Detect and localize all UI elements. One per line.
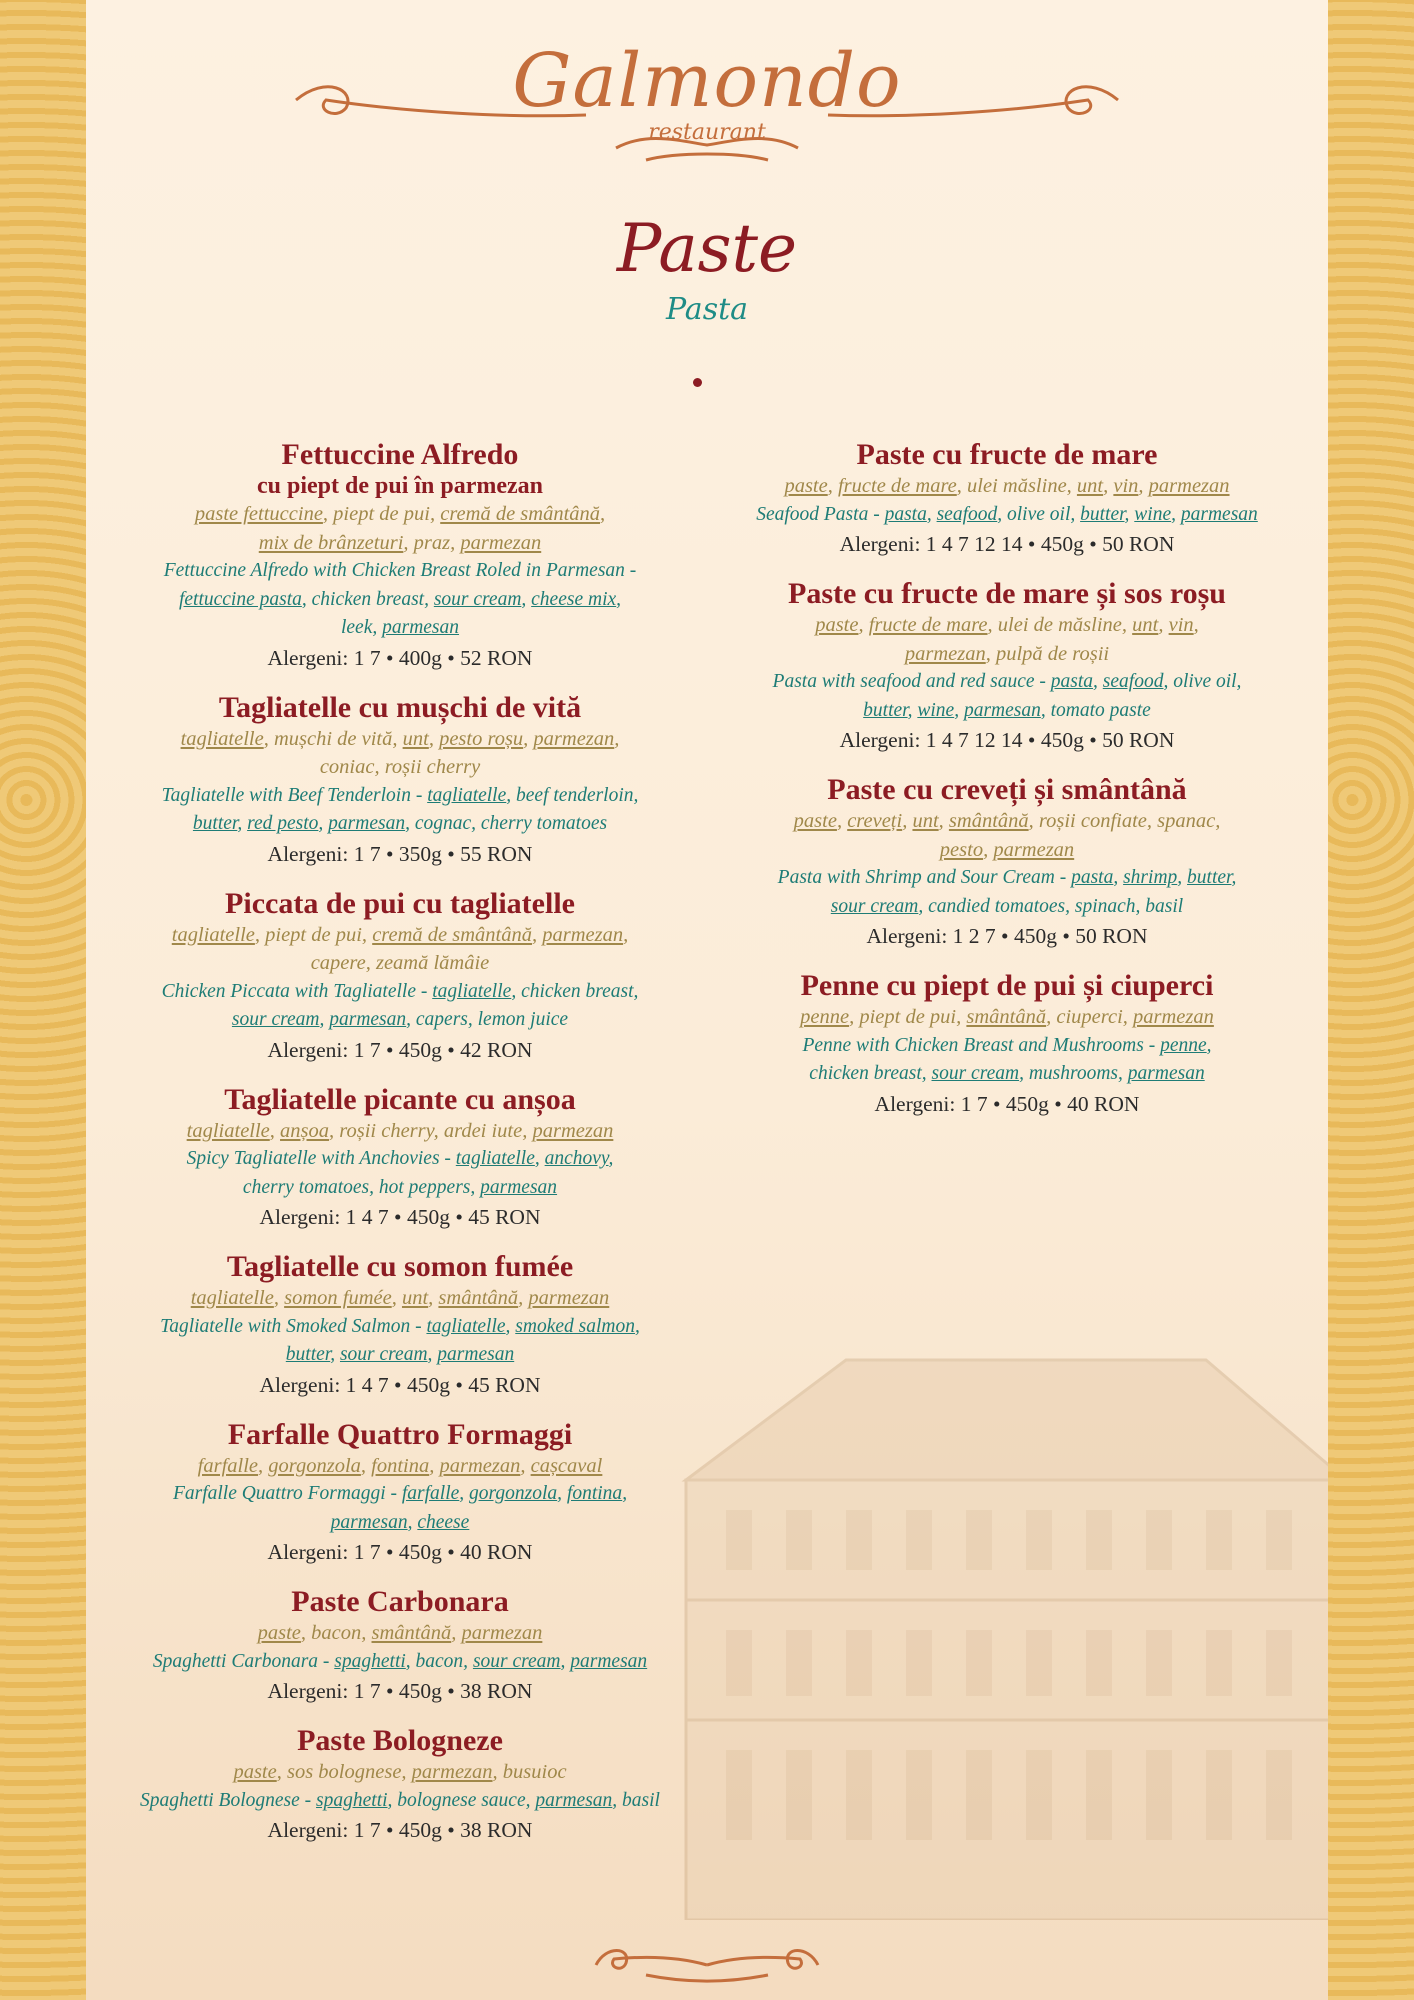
ingredient-underlined: parmezan xyxy=(542,923,624,946)
menu-item-allergens-price: Alergeni: 1 4 7 12 14 • 450g • 50 RON xyxy=(839,532,1175,556)
ingredient-text: , xyxy=(531,923,543,946)
menu-item xyxy=(110,1585,690,1706)
ingredient-underlined: sour cream xyxy=(339,1344,428,1365)
ingredient-text: , xyxy=(428,727,440,750)
menu-item xyxy=(110,887,690,1065)
ingredients-en-line xyxy=(110,1648,690,1677)
ingredient-text: chicken breast, xyxy=(809,1063,932,1084)
ingredient-underlined: unt xyxy=(1132,614,1159,636)
ingredient-underlined: fontina xyxy=(371,1454,430,1477)
ingredient-underlined: parmesan xyxy=(963,699,1041,721)
ingredient-underlined: penne xyxy=(1160,1034,1207,1056)
ingredient-text: , xyxy=(926,503,937,525)
ingredient-underlined: smântână xyxy=(966,1006,1047,1028)
ingredient-text: , xyxy=(557,1483,567,1504)
ingredient-underlined: parmezan xyxy=(439,1454,521,1477)
ingredient-underlined: butter xyxy=(285,1344,331,1365)
ingredient-text: Tagliatelle with Smoked Salmon - xyxy=(160,1315,427,1337)
menu-item-name: Paste Bologneze xyxy=(297,1724,503,1757)
menu-item xyxy=(110,1418,690,1568)
ingredient-text: , xyxy=(269,1119,281,1142)
ingredient-text: , xyxy=(428,1287,439,1309)
ingredient-text: , basil xyxy=(612,1789,660,1811)
ingredient-underlined: parmezan xyxy=(533,727,615,750)
menu-item-allergens-price: Alergeni: 1 2 7 • 450g • 50 RON xyxy=(866,924,1148,948)
ingredient-underlined: penne xyxy=(800,1006,850,1028)
ingredients-ro-line xyxy=(110,1452,690,1481)
ingredients-en-line xyxy=(110,1509,690,1538)
right-decorative-border xyxy=(1326,0,1414,2000)
ingredient-underlined: fettuccine pasta xyxy=(178,588,302,610)
ingredient-underlined: tagliatelle xyxy=(171,923,255,946)
ingredient-underlined: parmesan xyxy=(570,1650,648,1672)
menu-column-left xyxy=(110,438,690,1863)
ingredient-underlined: parmesan xyxy=(437,1344,515,1365)
ingredient-underlined: unt xyxy=(402,727,429,750)
ingredient-underlined: butter xyxy=(192,813,238,834)
ingredient-text: , xyxy=(360,1454,372,1477)
menu-item xyxy=(110,1083,690,1233)
ingredients-en-line xyxy=(110,782,690,811)
logo-subtitle: restaurant xyxy=(648,120,766,145)
ingredient-underlined: seafood xyxy=(1102,671,1164,692)
ingredient-underlined: parmezan xyxy=(528,1287,610,1309)
ingredient-underlined: sour cream xyxy=(433,588,522,610)
ingredient-underlined: paste xyxy=(793,810,837,832)
menu-item-name: Tagliatelle cu somon fumée xyxy=(226,1250,574,1283)
ingredient-underlined: paste xyxy=(815,614,859,636)
ingredient-underlined: parmezan xyxy=(904,642,986,665)
menu-item-allergens-price: Alergeni: 1 7 • 450g • 40 RON xyxy=(267,1540,533,1564)
ingredient-underlined: gorgonzola xyxy=(268,1454,361,1477)
menu-item-name: Paste cu creveți și smântână xyxy=(827,773,1187,806)
ingredient-underlined: smântână xyxy=(948,810,1029,832)
ingredient-underlined: parmesan xyxy=(328,813,406,834)
ingredient-text: , xyxy=(600,503,606,525)
ingredient-text: , ciuperci, xyxy=(1046,1006,1134,1028)
ingredient-text: , xyxy=(560,1650,571,1672)
ingredient-underlined: parmesan xyxy=(480,1176,558,1198)
ingredient-underlined: sour cream xyxy=(231,1009,320,1030)
ingredient-underlined: cremă de smântână xyxy=(372,923,532,946)
ingredients-ro-line xyxy=(110,500,690,529)
ingredient-underlined: mix de brânzeturi xyxy=(258,531,404,554)
ingredient-underlined: parmezan xyxy=(993,838,1075,861)
ingredient-text: , olive oil, xyxy=(997,503,1081,525)
menu-item-allergens-price: Alergeni: 1 4 7 • 450g • 45 RON xyxy=(259,1372,541,1397)
ingredient-underlined: butter xyxy=(863,699,908,721)
ingredient-text: , candied tomatoes, spinach, basil xyxy=(918,895,1184,917)
menu-item-name: Penne cu piept de pui și ciuperci xyxy=(800,969,1214,1002)
menu-item-allergens-price: Alergeni: 1 4 7 • 450g • 45 RON xyxy=(259,1205,541,1229)
ingredient-text: , xyxy=(622,1483,628,1504)
ingredient-text: Farfalle Quattro Formaggi - xyxy=(172,1483,402,1504)
menu-item-allergens-price: Alergeni: 1 7 • 350g • 55 RON xyxy=(267,841,533,866)
restaurant-logo xyxy=(86,20,1328,170)
ingredient-underlined: smoked salmon xyxy=(515,1315,635,1337)
ingredient-text: cherry tomatoes, hot peppers, xyxy=(242,1176,481,1198)
ingredient-underlined: fructe de mare xyxy=(868,614,988,636)
menu-column-right xyxy=(722,438,1292,1137)
ingredient-underlined: butter xyxy=(1187,867,1232,888)
ingredient-text: Tagliatelle with Beef Tenderloin - xyxy=(161,784,428,806)
ingredients-ro-line xyxy=(110,1619,690,1648)
divider-dot xyxy=(693,378,702,387)
ingredient-text: , xyxy=(634,1315,640,1337)
ingredient-text: , xyxy=(459,1483,470,1504)
ingredients-en-line xyxy=(110,586,690,615)
menu-item-name: Paste Carbonara xyxy=(291,1585,509,1618)
ingredients-en-line xyxy=(110,1145,690,1174)
ingredient-text: Chicken Piccata with Tagliatelle - xyxy=(161,980,433,1002)
ingredient-text: Spaghetti Carbonara - xyxy=(152,1650,335,1672)
ingredients-en-line xyxy=(110,1341,690,1370)
menu-item xyxy=(722,773,1292,951)
ingredients-en-line xyxy=(110,614,690,643)
ingredient-underlined: pasta xyxy=(1071,867,1114,888)
section-subtitle: Pasta xyxy=(665,292,749,327)
ingredients-en-line xyxy=(722,697,1292,726)
ingredient-text: , cognac, cherry tomatoes xyxy=(405,813,608,834)
ingredient-underlined: vin xyxy=(1168,614,1194,636)
ingredient-text: , xyxy=(520,1454,531,1477)
menu-page xyxy=(86,0,1328,2000)
ingredient-underlined: wine xyxy=(917,699,955,721)
ingredient-text: , bacon, xyxy=(405,1650,473,1672)
ingredient-underlined: sour cream xyxy=(830,895,919,917)
left-decorative-border xyxy=(0,0,88,2000)
ingredient-text: Fettuccine Alfredo with Chicken Breast Roled in Parmesan - xyxy=(163,560,637,581)
ingredient-text: , xyxy=(1124,503,1135,525)
ingredient-underlined: parmezan xyxy=(1133,1006,1214,1028)
ingredient-underlined: parmezan xyxy=(460,531,542,554)
ingredient-text: leek, xyxy=(340,617,383,638)
ingredient-underlined: parmesan xyxy=(382,617,460,638)
ingredient-text: , busuioc xyxy=(492,1761,567,1783)
menu-item-allergens-price: Alergeni: 1 7 • 450g • 38 RON xyxy=(267,1818,533,1842)
ingredient-text: , xyxy=(827,475,838,497)
ingredient-text: , chicken breast, xyxy=(511,980,639,1002)
ingredient-underlined: somon fumée xyxy=(284,1287,392,1309)
ingredient-underlined: parmesan xyxy=(1180,503,1258,525)
ingredients-en-line xyxy=(722,864,1292,893)
ingredient-text: Pasta with Shrimp and Sour Cream - xyxy=(777,867,1072,888)
ingredients-ro-line xyxy=(722,640,1292,669)
ingredient-text: , xyxy=(427,1344,438,1365)
ingredient-text: , xyxy=(521,588,532,610)
ingredients-ro-line xyxy=(110,949,690,978)
menu-item-name: Fettuccine Alfredo xyxy=(281,438,519,471)
ingredient-underlined: red pesto xyxy=(247,813,319,834)
ingredients-en-line xyxy=(110,810,690,839)
menu-item xyxy=(110,1724,690,1845)
ingredients-ro-line xyxy=(110,1117,690,1146)
ingredient-underlined: paste fettuccine xyxy=(194,503,323,525)
ingredient-text: , xyxy=(608,1148,614,1169)
ingredient-underlined: paste xyxy=(233,1761,277,1783)
ingredient-text: Spicy Tagliatelle with Anchovies - xyxy=(186,1148,456,1169)
ingredient-text: Seafood Pasta - xyxy=(756,503,885,525)
menu-item xyxy=(110,1250,690,1400)
ingredients-ro-line xyxy=(110,725,690,754)
ingredient-underlined: wine xyxy=(1134,503,1172,525)
logo-name: Galmondo xyxy=(512,38,902,124)
ingredient-underlined: parmezan xyxy=(411,1761,493,1783)
ingredient-text: , piept de pui, xyxy=(322,503,441,525)
ingredients-ro-line xyxy=(722,1003,1292,1032)
ingredient-text: , tomato paste xyxy=(1040,699,1151,721)
ingredients-en-line xyxy=(722,668,1292,697)
ingredient-underlined: tagliatelle xyxy=(426,1315,506,1337)
ingredient-text: , xyxy=(836,810,848,832)
ingredients-en-line xyxy=(110,1313,690,1342)
ingredient-underlined: seafood xyxy=(936,503,998,525)
ingredients-en-line xyxy=(110,1006,690,1035)
ingredient-text: , xyxy=(858,614,869,636)
ingredient-text: , xyxy=(954,699,964,721)
ingredient-underlined: tagliatelle xyxy=(427,784,507,806)
ingredient-underlined: parmezan xyxy=(1148,475,1230,497)
ingredient-text: , bolognese sauce, xyxy=(387,1789,536,1811)
ingredient-text: , olive oil, xyxy=(1163,671,1242,692)
ingredient-text: , mușchi de vită, xyxy=(263,727,403,750)
ingredient-underlined: tagliatelle xyxy=(190,1287,274,1309)
menu-item-name: Tagliatelle picante cu anșoa xyxy=(224,1082,576,1116)
ingredient-text: , xyxy=(1093,671,1103,692)
menu-item-allergens-price: Alergeni: 1 7 • 450g • 38 RON xyxy=(267,1679,533,1703)
menu-item-allergens-price: Alergeni: 1 7 • 450g • 42 RON xyxy=(267,1037,533,1062)
ingredient-text: , xyxy=(451,1622,462,1644)
ingredient-text: , mushrooms, xyxy=(1019,1063,1128,1084)
ingredient-underlined: cheese mix xyxy=(531,588,617,610)
ingredient-underlined: parmesan xyxy=(1127,1063,1205,1084)
ingredients-en-line xyxy=(722,1032,1292,1061)
ingredient-underlined: farfalle xyxy=(401,1483,460,1504)
menu-item-name: Farfalle Quattro Formaggi xyxy=(227,1417,573,1451)
ingredients-ro-line xyxy=(110,529,690,558)
menu-item xyxy=(110,438,690,673)
ingredient-underlined: sour cream xyxy=(472,1650,561,1672)
ingredient-underlined: unt xyxy=(401,1287,429,1309)
ingredient-underlined: unt xyxy=(1076,475,1104,497)
ingredient-text: , ulei măsline, xyxy=(956,475,1077,497)
ingredient-underlined: tagliatelle xyxy=(180,727,264,750)
ingredient-text: capere, zeamă lămâie xyxy=(310,952,490,974)
ingredient-underlined: tagliatelle xyxy=(432,980,512,1002)
menu-item xyxy=(110,691,690,869)
ingredient-underlined: pesto xyxy=(939,838,984,861)
ingredient-underlined: tagliatelle xyxy=(455,1148,535,1169)
ingredient-underlined: tagliatelle xyxy=(186,1119,270,1142)
menu-item-name: Tagliatelle cu mușchi de vită xyxy=(218,690,582,724)
ingredient-underlined: pasta xyxy=(884,503,927,525)
ingredient-underlined: parmesan xyxy=(535,1789,613,1811)
ingredient-text: , xyxy=(237,813,248,834)
ingredient-text: , piept de pui, xyxy=(849,1006,967,1028)
ingredient-underlined: paste xyxy=(784,475,828,497)
menu-item-subname: cu piept de pui în parmezan xyxy=(256,473,544,499)
menu-item-allergens-price: Alergeni: 1 4 7 12 14 • 450g • 50 RON xyxy=(839,728,1175,752)
ingredient-underlined: cheese xyxy=(417,1511,470,1533)
ingredient-text: , roșii cherry, ardei iute, xyxy=(329,1119,533,1142)
ingredients-en-line xyxy=(110,1787,690,1816)
ingredient-text: , xyxy=(330,1344,340,1365)
ingredient-text: , praz, xyxy=(403,531,461,554)
ingredient-text: , xyxy=(258,1454,269,1477)
ingredient-underlined: anșoa xyxy=(280,1119,330,1142)
ingredient-text: , xyxy=(1231,867,1237,888)
ingredient-text: , xyxy=(429,1454,440,1477)
ingredients-en-line xyxy=(722,1060,1292,1089)
ingredient-text: , xyxy=(1158,614,1169,636)
ingredients-ro-line xyxy=(722,836,1292,865)
ingredient-underlined: unt xyxy=(912,810,939,832)
ingredients-ro-line xyxy=(722,807,1292,836)
footer-ornament xyxy=(586,1935,828,1985)
menu-item-name: Paste cu fructe de mare și sos roșu xyxy=(788,577,1226,610)
ingredient-text: , xyxy=(616,588,622,610)
ingredient-underlined: parmezan xyxy=(532,1119,614,1142)
ingredients-ro-line xyxy=(110,1758,690,1787)
ingredient-text: , xyxy=(534,1148,545,1169)
ingredient-underlined: cașcaval xyxy=(530,1454,603,1477)
menu-item xyxy=(722,577,1292,755)
ingredients-en-line xyxy=(110,557,690,586)
ingredient-text: , xyxy=(1171,503,1181,525)
menu-item-allergens-price: Alergeni: 1 7 • 450g • 40 RON xyxy=(874,1091,1140,1116)
ingredient-text: , xyxy=(407,1511,418,1533)
ingredient-text: , beef tenderloin, xyxy=(506,784,639,806)
ingredient-text: , xyxy=(518,1287,529,1309)
ingredients-en-line xyxy=(110,978,690,1007)
ingredients-en-line xyxy=(110,1480,690,1509)
ingredient-underlined: pasta xyxy=(1050,671,1094,692)
ingredients-en-line xyxy=(722,501,1292,530)
ingredients-ro-line xyxy=(722,472,1292,501)
ingredient-underlined: parmesan xyxy=(330,1511,408,1533)
ingredient-text: , ulei de măsline, xyxy=(987,614,1133,636)
ingredient-underlined: butter xyxy=(1080,503,1125,525)
ingredient-underlined: parmezan xyxy=(461,1622,543,1644)
section-title: Paste xyxy=(616,210,798,287)
ingredient-underlined: pesto roșu xyxy=(439,727,524,750)
ingredient-text: , xyxy=(902,810,913,832)
ingredient-text: Pasta with seafood and red sauce - xyxy=(772,671,1051,692)
ingredient-underlined: smântână xyxy=(371,1622,452,1644)
ingredient-text: Penne with Chicken Breast and Mushrooms - xyxy=(802,1034,1161,1056)
ingredient-underlined: gorgonzola xyxy=(469,1483,558,1504)
ingredient-text: , xyxy=(1193,614,1199,636)
ingredient-text: , xyxy=(1103,475,1114,497)
ingredient-text: , capers, lemon juice xyxy=(406,1009,569,1030)
ingredient-text: , bacon, xyxy=(300,1622,372,1644)
ingredient-text: , xyxy=(907,699,918,721)
ingredient-underlined: shrimp xyxy=(1123,867,1178,888)
ingredient-text: , xyxy=(1113,867,1124,888)
ingredient-text: coniac, roșii cherry xyxy=(319,756,481,778)
ingredient-text: , xyxy=(938,810,949,832)
ingredient-text: , xyxy=(623,923,629,946)
ingredient-underlined: spaghetti xyxy=(334,1650,406,1672)
menu-item xyxy=(722,969,1292,1119)
ingredient-text: , roșii confiate, spanac, xyxy=(1028,810,1221,832)
ingredient-underlined: spaghetti xyxy=(316,1789,388,1811)
ingredient-text: , xyxy=(523,727,534,750)
ingredient-underlined: paste xyxy=(257,1622,301,1644)
ingredient-text: , xyxy=(318,813,329,834)
ingredient-text: Spaghetti Bolognese - xyxy=(140,1789,317,1811)
ingredient-text: , xyxy=(505,1315,516,1337)
ingredient-text: , chicken breast, xyxy=(301,588,434,610)
ingredient-text: , xyxy=(273,1287,285,1309)
menu-item-name: Paste cu fructe de mare xyxy=(856,438,1158,471)
menu-item-name: Piccata de pui cu tagliatelle xyxy=(225,886,575,920)
building-watermark xyxy=(646,1300,1328,1920)
ingredient-underlined: smântână xyxy=(438,1287,519,1309)
ingredient-text: , xyxy=(1177,867,1188,888)
ingredient-text: , xyxy=(1138,475,1149,497)
ingredients-ro-line xyxy=(722,611,1292,640)
menu-item xyxy=(722,438,1292,559)
ingredient-text: , xyxy=(391,1287,402,1309)
ingredient-text: , xyxy=(1206,1034,1212,1056)
ingredients-en-line xyxy=(110,1174,690,1203)
ingredient-underlined: fructe de mare xyxy=(837,475,957,497)
menu-item-allergens-price: Alergeni: 1 7 • 400g • 52 RON xyxy=(267,645,533,670)
ingredient-underlined: fontina xyxy=(566,1483,623,1504)
ingredients-en-line xyxy=(722,893,1292,922)
ingredients-ro-line xyxy=(110,1284,690,1313)
ingredient-underlined: anchovy xyxy=(544,1148,609,1169)
ingredient-text: , xyxy=(614,727,620,750)
ingredient-text: , sos bolognese, xyxy=(276,1761,412,1783)
ingredient-underlined: farfalle xyxy=(197,1454,259,1477)
ingredient-underlined: sour cream xyxy=(931,1063,1020,1084)
ingredient-underlined: cremă de smântână xyxy=(440,503,601,525)
ingredients-ro-line xyxy=(110,921,690,950)
ingredient-text: , pulpă de roșii xyxy=(985,642,1110,665)
ingredient-text: , piept de pui, xyxy=(254,923,373,946)
ingredient-text: , xyxy=(319,1009,330,1030)
ingredient-underlined: creveți xyxy=(847,810,903,832)
ingredients-ro-line xyxy=(110,753,690,782)
ingredient-underlined: parmesan xyxy=(329,1009,407,1030)
ingredient-underlined: vin xyxy=(1113,475,1139,497)
ingredient-text: , xyxy=(983,838,994,861)
